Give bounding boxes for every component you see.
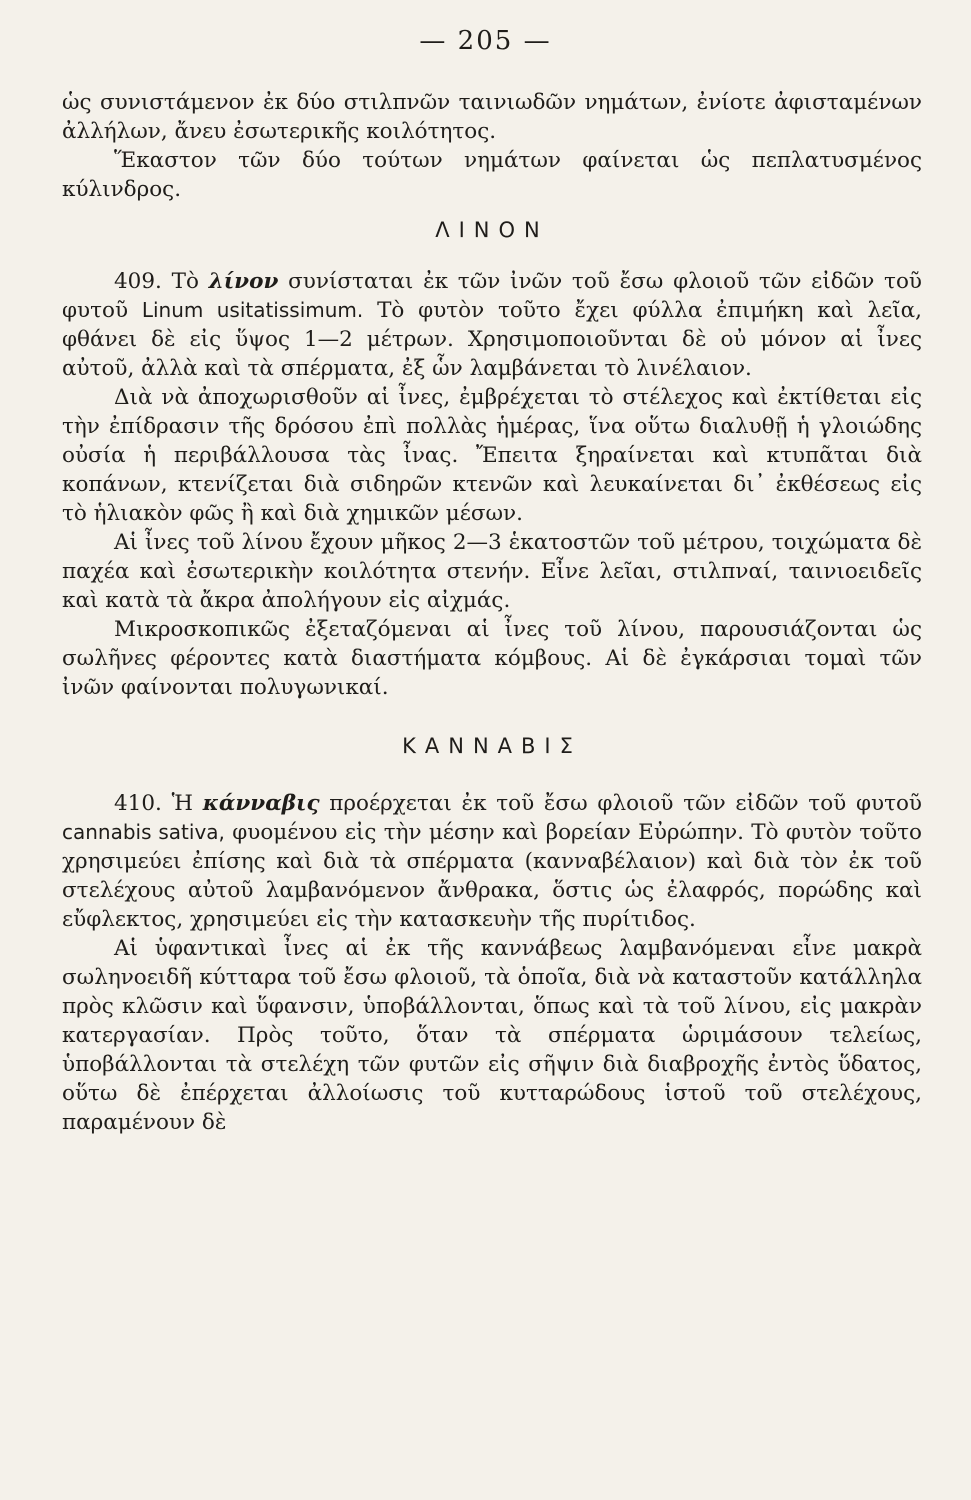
- term-linon: λίνον: [208, 269, 279, 294]
- page-number: — 205 —: [419, 26, 552, 56]
- intro-word: Τὸ: [171, 269, 199, 294]
- latin-name: cannabis sativa,: [62, 820, 225, 844]
- section-heading-linon: ΛΙΝΟΝ: [435, 218, 549, 242]
- section-number: 410.: [114, 791, 162, 816]
- paragraph: Ἕκαστον τῶν δύο τούτων νημάτων φαίνεται ὡς πεπλατυσμένος κύλινδρος.: [62, 148, 922, 202]
- section-number: 409.: [114, 269, 162, 294]
- paragraph: Διὰ νὰ ἀποχωρισθοῦν αἱ ἶνες, ἐμβρέχεται τὸ στέλεχος καὶ ἐκτίθεται εἰς τὴν ἐπίδρασιν τῆς δρόσου ἐπὶ πολλὰς ἡμέρας, ἵνα οὕτω διαλυθῇ ἡ γλοιώδης οὐσία ἡ περιβάλλουσα τὰς ἶνας. Ἔπειτα ξηραίνεται καὶ κτυπᾶται διὰ κοπάνων, κτενίζεται διὰ σιδηρῶν κτενῶν καὶ λευκαίνεται δι᾽ ἐκθέσεως εἰς τὸ ἡλιακὸν φῶς ἢ καὶ διὰ χημικῶν μέσων.: [62, 385, 922, 526]
- text: προέρχεται ἐκ τοῦ ἔσω φλοιοῦ τῶν εἰδῶν τοῦ φυτοῦ: [329, 791, 922, 816]
- paragraph-410: [62, 789, 922, 934]
- page-body: [62, 88, 922, 1137]
- paragraph: Αἱ ὑφαντικαὶ ἶνες αἱ ἐκ τῆς καννάβεως λαμβανόμεναι εἶνε μακρὰ σωληνοειδῆ κύτταρα τοῦ ἔσω φλοιοῦ, τὰ ὁποῖα, διὰ νὰ καταστοῦν κατάλληλα πρὸς κλῶσιν καὶ ὕφανσιν, ὑποβάλλονται, ὅπως καὶ τὰ τοῦ λίνου, εἰς μακρὰν κατεργασίαν. Πρὸς τοῦτο, ὅταν τὰ σπέρματα ὡριμάσουν τελείως, ὑποβάλλονται τὰ στελέχη τῶν φυτῶν εἰς σῆψιν διὰ διαβροχῆς ἐντὸς ὕδατος, οὕτω δὲ ἐπέρχεται ἀλλοίωσις τοῦ κυτταρώδους ἱστοῦ τοῦ στελέχους, παραμένουν δὲ: [62, 936, 922, 1135]
- text: φυομένου εἰς τὴν μέσην καὶ βορείαν Εὐρώπην. Τὸ φυτὸν τοῦτο χρησιμεύει ἐπίσης καὶ διὰ τὰ σπέρματα (κανναβέλαιον) καὶ διὰ τὸν ἐκ τοῦ στελέχους αὐτοῦ λαμβανόμενον ἄνθρακα, ὅστις ὡς ἐλαφρός, πορώδης καὶ εὔφλεκτος, χρησιμεύει εἰς τὴν κατασκευὴν τῆς πυρίτιδος.: [62, 820, 922, 932]
- latin-name: Linum usitatissimum.: [141, 298, 364, 322]
- paragraph-409: [62, 267, 922, 383]
- intro-word: Ἡ: [171, 791, 193, 816]
- paragraph-continued: ὡς συνιστάμενον ἐκ δύο στιλπνῶν ταινιωδῶν νημάτων, ἐνίοτε ἀφισταμένων ἀλλήλων, ἄνευ ἐσωτερικῆς κοιλότητος.: [62, 90, 922, 144]
- text: συνίσταται ἐκ τῶν ἰνῶν τοῦ ἔσω φλοιοῦ τῶν εἰδῶν τοῦ φυτοῦ: [62, 269, 922, 323]
- text: Τὸ φυτὸν τοῦτο ἔχει φύλλα ἐπιμήκη καὶ λεῖα, φθάνει δὲ εἰς ὕψος 1—2 μέτρων. Χρησιμοποιοῦνται δὲ οὐ μόνον αἱ ἶνες αὐτοῦ, ἀλλὰ καὶ τὰ σπέρματα, ἐξ ὧν λαμβάνεται τὸ λινέλαιον.: [62, 298, 922, 381]
- section-heading-kannavis: ΚΑΝΝΑΒΙΣ: [402, 734, 582, 758]
- paragraph: Αἱ ἶνες τοῦ λίνου ἔχουν μῆκος 2—3 ἑκατοστῶν τοῦ μέτρου, τοιχώματα δὲ παχέα καὶ ἐσωτερικὴν κοιλότητα στενήν. Εἶνε λεῖαι, στιλπναί, ταινιοειδεῖς καὶ κατὰ τὰ ἄκρα ἀπολήγουν εἰς αἰχμάς.: [62, 530, 922, 613]
- term-kannavis: κάνναβις: [202, 791, 320, 816]
- paragraph: Μικροσκοπικῶς ἐξεταζόμεναι αἱ ἶνες τοῦ λίνου, παρουσιάζονται ὡς σωλῆνες φέροντες κατὰ διαστήματα κόμβους. Αἱ δὲ ἐγκάρσιαι τομαὶ τῶν ἰνῶν φαίνονται πολυγωνικαί.: [62, 617, 922, 700]
